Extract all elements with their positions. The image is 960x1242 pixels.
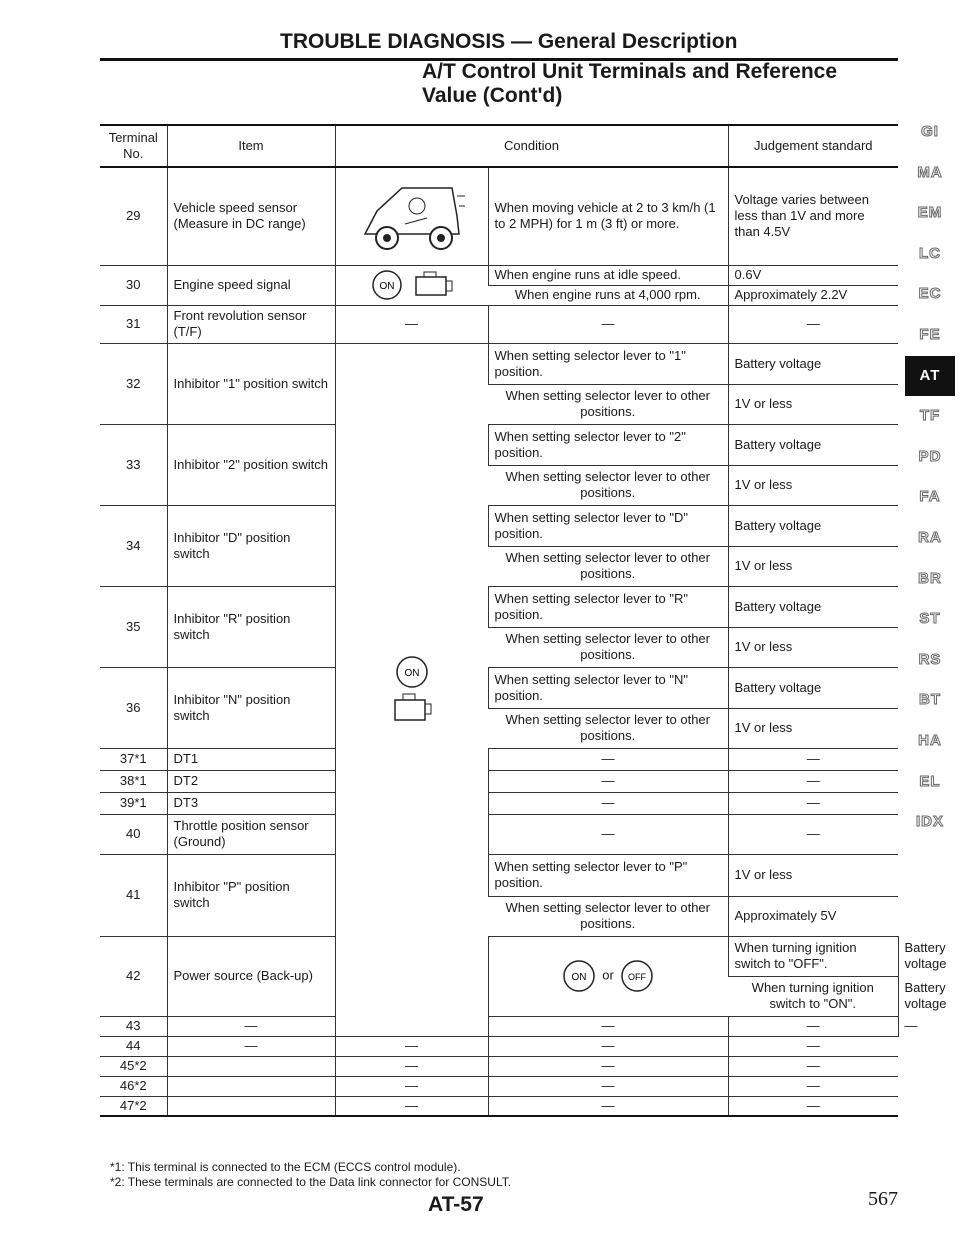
header-item: Item: [167, 126, 335, 167]
section-tab-fa[interactable]: FA: [919, 488, 941, 506]
judgement-cell: Battery voltage: [728, 586, 898, 627]
terminal-no: 46*2: [100, 1076, 167, 1096]
judgement-cell: 1V or less: [728, 384, 898, 424]
section-tab-tf[interactable]: TF: [919, 407, 941, 425]
table-row: [100, 505, 898, 546]
judgement-cell: —: [728, 1036, 898, 1056]
header-judgement: Judgement standard: [728, 126, 898, 167]
judgement-cell: —: [728, 770, 898, 792]
section-tab-ra[interactable]: RA: [918, 528, 942, 546]
table-row: [100, 748, 898, 770]
terminal-no: 43: [100, 1016, 167, 1036]
page-number: 567: [868, 1188, 898, 1210]
table-row: [100, 1036, 898, 1056]
terminal-no: 30: [100, 265, 167, 305]
condition-cell: —: [728, 1016, 898, 1036]
table-row: [100, 586, 898, 627]
terminal-no: 42: [100, 936, 167, 1016]
header-condition: Condition: [335, 126, 728, 167]
judgement-cell: Battery voltage: [728, 667, 898, 708]
item-cell: Inhibitor "2" position switch: [167, 424, 335, 505]
icon-cell: —: [335, 1056, 488, 1076]
item-cell: —: [167, 1016, 335, 1036]
footnotes: [110, 1160, 511, 1190]
section-tab-em[interactable]: EM: [917, 204, 943, 222]
ignition-engine-icon: [335, 343, 488, 1036]
terminal-no: 29: [100, 167, 167, 265]
table-row: [100, 305, 898, 343]
item-cell: Inhibitor "N" position switch: [167, 667, 335, 748]
item-cell: DT1: [167, 748, 335, 770]
table-row: [100, 265, 898, 285]
item-cell: Inhibitor "R" position switch: [167, 586, 335, 667]
section-tab-rs[interactable]: RS: [918, 650, 942, 668]
table-row: [100, 167, 898, 265]
svg-text:ON: ON: [571, 972, 587, 983]
item-cell: Engine speed signal: [167, 265, 335, 305]
condition-cell: —: [488, 748, 728, 770]
svg-text:OFF: OFF: [628, 972, 647, 982]
table-row: When turning ignition switch to "ON". Battery voltage: [100, 976, 898, 1016]
table-row: [100, 667, 898, 708]
page-title: TROUBLE DIAGNOSIS — General Description: [280, 30, 738, 53]
table-row: [100, 792, 898, 814]
section-tab-bt[interactable]: BT: [919, 691, 941, 709]
section-tab-idx[interactable]: IDX: [915, 813, 944, 831]
condition-cell: When setting selector lever to "2" position.: [488, 424, 728, 465]
condition-cell: When setting selector lever to "R" position.: [488, 586, 728, 627]
section-tab-fe[interactable]: FE: [919, 325, 941, 343]
page-code: AT-57: [428, 1193, 484, 1216]
judgement-cell: —: [728, 1096, 898, 1116]
condition-cell: —: [488, 305, 728, 343]
table-row: [100, 770, 898, 792]
condition-cell: When setting selector lever to other positions.: [488, 546, 728, 586]
condition-cell: —: [488, 1036, 728, 1056]
moving-vehicle-icon: [335, 167, 488, 265]
condition-cell: When setting selector lever to "P" position.: [488, 854, 728, 896]
terminal-no: 33: [100, 424, 167, 505]
section-tab-ec[interactable]: EC: [918, 285, 942, 303]
section-tab-ha[interactable]: HA: [918, 731, 942, 749]
section-tab-pd[interactable]: PD: [918, 447, 942, 465]
item-cell: DT2: [167, 770, 335, 792]
condition-cell: When setting selector lever to other positions.: [488, 465, 728, 505]
item-cell: Front revolution sensor (T/F): [167, 305, 335, 343]
condition-cell: —: [488, 1096, 728, 1116]
or-label: or: [602, 967, 614, 983]
icon-cell: —: [335, 1036, 488, 1056]
condition-cell: —: [488, 1056, 728, 1076]
terminal-no: 35: [100, 586, 167, 667]
judgement-cell: Approximately 5V: [728, 896, 898, 936]
table-row: [100, 424, 898, 465]
judgement-cell: —: [728, 1056, 898, 1076]
section-tab-st[interactable]: ST: [919, 610, 941, 628]
svg-text:ON: ON: [404, 667, 419, 679]
item-cell: Throttle position sensor (Ground): [167, 814, 335, 854]
table-header-row: [100, 126, 898, 167]
item-cell: Power source (Back-up): [167, 936, 335, 1016]
judgement-cell: —: [728, 814, 898, 854]
condition-cell: When setting selector lever to "1" position.: [488, 343, 728, 384]
item-cell: —: [167, 1036, 335, 1056]
judgement-cell: 1V or less: [728, 546, 898, 586]
condition-cell: —: [488, 1076, 728, 1096]
condition-cell: When engine runs at 4,000 rpm.: [488, 285, 728, 305]
item-cell: Vehicle speed sensor (Measure in DC range): [167, 167, 335, 265]
header-terminal: Terminal No.: [100, 126, 167, 167]
table-row: [100, 814, 898, 854]
judgement-cell: Approximately 2.2V: [728, 285, 898, 305]
condition-cell: —: [488, 792, 728, 814]
condition-cell: When setting selector lever to "D" position.: [488, 505, 728, 546]
judgement-cell: —: [728, 748, 898, 770]
section-tab-gi[interactable]: GI: [921, 123, 939, 140]
condition-cell: When setting selector lever to other positions.: [488, 627, 728, 667]
item-cell: [167, 1096, 335, 1116]
condition-cell: When setting selector lever to other positions.: [488, 896, 728, 936]
condition-cell: When setting selector lever to other positions.: [488, 384, 728, 424]
section-tab-el[interactable]: EL: [919, 772, 941, 790]
icon-cell: —: [488, 1016, 728, 1036]
terminal-no: 47*2: [100, 1096, 167, 1116]
item-cell: Inhibitor "P" position switch: [167, 854, 335, 936]
judgement-cell: 0.6V: [728, 265, 898, 285]
section-tab-ma[interactable]: MA: [917, 163, 943, 181]
judgement-cell: Battery voltage: [728, 424, 898, 465]
terminal-no: 41: [100, 854, 167, 936]
judgement-cell: Battery voltage: [728, 505, 898, 546]
judgement-cell: 1V or less: [728, 465, 898, 505]
icon-cell: —: [335, 1076, 488, 1096]
judgement-cell: 1V or less: [728, 708, 898, 748]
table-row: [100, 1056, 898, 1076]
judgement-cell: —: [728, 792, 898, 814]
table-row: [100, 1096, 898, 1116]
svg-text:ON: ON: [379, 281, 395, 292]
condition-cell: When turning ignition switch to "OFF".: [728, 936, 898, 976]
condition-cell: When turning ignition switch to "ON".: [728, 976, 898, 1016]
section-tab-br[interactable]: BR: [918, 569, 942, 587]
table-row: [100, 1076, 898, 1096]
icon-cell: —: [335, 305, 488, 343]
item-cell: [167, 1056, 335, 1076]
footnote-1: *1: This terminal is connected to the ECM (ECCS control module).: [110, 1160, 461, 1174]
condition-cell: —: [488, 814, 728, 854]
item-cell: Inhibitor "1" position switch: [167, 343, 335, 424]
terminal-no: 31: [100, 305, 167, 343]
condition-cell: When setting selector lever to other positions.: [488, 708, 728, 748]
condition-cell: When moving vehicle at 2 to 3 km/h (1 to 2 MPH) for 1 m (3 ft) or more.: [488, 167, 728, 265]
table-row: 42 Power source (Back-up) ON or OFF When turning ignition switch to "OFF". Battery voltage: [100, 936, 898, 976]
item-cell: DT3: [167, 792, 335, 814]
judgement-cell: 1V or less: [728, 854, 898, 896]
table-row: 43 — — — —: [100, 1016, 898, 1036]
condition-cell: When engine runs at idle speed.: [488, 265, 728, 285]
terminal-no: 45*2: [100, 1056, 167, 1076]
terminal-no: 44: [100, 1036, 167, 1056]
terminal-no: 40: [100, 814, 167, 854]
ignition-engine-icon: [335, 265, 488, 305]
table-row: [100, 343, 898, 384]
judgement-cell: —: [728, 305, 898, 343]
judgement-cell: Battery voltage: [728, 343, 898, 384]
judgement-cell: Voltage varies between less than 1V and more than 4.5V: [728, 167, 898, 265]
table-row: [100, 854, 898, 896]
icon-cell: —: [335, 1096, 488, 1116]
ignition-on-off-icon: [488, 936, 728, 1016]
condition-cell: —: [488, 770, 728, 792]
condition-cell: When setting selector lever to "N" position.: [488, 667, 728, 708]
item-cell: Inhibitor "D" position switch: [167, 505, 335, 586]
section-title: A/T Control Unit Terminals and Reference Value (Cont'd): [422, 60, 838, 107]
terminal-no: 32: [100, 343, 167, 424]
item-cell: [167, 1076, 335, 1096]
judgement-cell: —: [728, 1076, 898, 1096]
section-index-sidebar: [905, 112, 955, 843]
footnote-2: *2: These terminals are connected to the Data link connector for CONSULT.: [110, 1175, 512, 1189]
terminal-no: 37*1: [100, 748, 167, 770]
terminal-no: 38*1: [100, 770, 167, 792]
judgement-cell: 1V or less: [728, 627, 898, 667]
section-tab-lc[interactable]: LC: [919, 244, 941, 262]
terminal-no: 36: [100, 667, 167, 748]
section-tab-at[interactable]: AT: [905, 356, 955, 397]
terminal-no: 34: [100, 505, 167, 586]
terminal-no: 39*1: [100, 792, 167, 814]
